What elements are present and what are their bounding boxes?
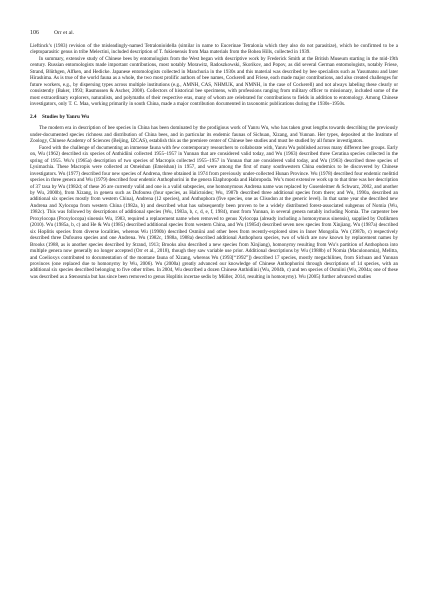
section-number: 2.4 bbox=[30, 113, 37, 120]
page-number: 106 bbox=[30, 30, 39, 36]
section-heading bbox=[30, 114, 398, 120]
section-title: Studies by Yanru Wu bbox=[42, 113, 90, 120]
paragraph: In summary, extensive study of Chinese bees by entomologists from the West began with descriptive work by Frederick Smith at the British Museum starting in the mid-19th century. Russian entomologists made important contributions, most notably Morawitz, Radoszkowski, Skorikov, and Popov, as did several German entomologists, notably Friese, Strand, Blüthgen, Alfken, and Hedicke. Japanese entomologists collected in Manchuria in the 1930s and this material was described by bee specialists such as Yasumatsu and later Hirashima. As is true of the world fauna as a whole, the two most prolific authors of bee names, Cockerell and Friese, each made major contributions, and also created challenges for future workers, e.g., by dispersing types across multiple institutions (e.g., AMNH, CAS, NHMUK, and NMNH, in the case of Cockerell) and not always labeling these clearly or consistently (Baker, 1993; Rasmussen & Ascher, 2008). Collectors of historical bee specimens, with professions ranging from military officer to missionary, included some of the most extraordinary explorers, naturalists, and polymaths of their respective eras, many of whom are celebrated for contributions to fields in addition to entomology. Among Chinese investigators, only T. C. Maa, working primarily in south China, made a major contribution documented in taxonomic publications during the 1930s–1950s. bbox=[30, 55, 398, 108]
running-header bbox=[30, 30, 400, 36]
running-authors: Orr et al. bbox=[54, 30, 75, 36]
paragraph: The modern era in description of bee species in China has been dominated by the prodigious work of Yanru Wu, who has taken great lengths towards describing the previously under-documented species richness and distribution of China bees, and in particular its endemic faunas of Sichuan, Xizang, and Yunnan. Her types, deposited at the Institute of Zoology, Chinese Academy of Sciences (Beijing, IZCAS), establish this as the premiere center of Chinese bee studies and must be studied by all future investigators. bbox=[30, 125, 398, 145]
paragraph: Lieftinck’s (1983) revision of the misleadingly-named Tetralonioidella (similar in name to Eucerinae Tetralonia which they also do not parasitize), which he confirmed to be a cleptoparasitic genus in tribe Melectini, included description of T. fukienensis from Maa materials from the Bohea Hills, collected in 1939. bbox=[30, 43, 398, 56]
paragraph: Faced with the challenge of documenting an immense fauna with few contemporary researchers to collaborate with, Yanru Wu published across many different bee groups. Early on, Wu (1962) described six species of Anthidiini collected 1955–1957 in Yunnan that are considered valid today, and Wu (1963) described three Ceratina species collected in the spring of 1955. Wu’s (1965a) description of two species of Macropis collected 1955–1957 in Yunnan that are considered valid today, and Wu (1963) described three species of Lysimachia. These Macropis were collected at Omeishan (Emeishan) in 1957, and were among the first of many southwestern China endemics to be discovered by Chinese investigators. Wu (1977) described four new species of Andrena, three obtained in 1974 from previously under-collected Hunan Province. Wu (1978) described four endemic melittid species in three genera and Wu (1979) described four endemic Anthophorini in the genera Elaphropoda and Habropoda. Wu’s most extensive work up to that time was her description of 37 taxa by Wu (1982d; of these 26 are currently valid and one is a valid subspecies, one homonymous Andrena name was replaced by Gusenleitner & Schwarz, 2002, and another by Wu, 2000b), from Xizang, in genera such as Dufourea (four species, as Halictoides; Wu, 1987b described three additional species from there; and Wu, 1990a, described an additional six species mostly from western China), Andrena (12 species), and Anthophora (five species, one as Clisodon at the generic level). In that same year she described new Andrena and Xylocopa from western China (1982a, b) and described what has subsequently been proven to be a widely distributed forest-associated subgenus of Nomia (Wu, 1982c). This was followed by descriptions of additional species (Wu, 1983a, b, c, d, e, f, 1984), most from Yunnan, in several genera notably including Nomia. The carpenter bee Proxylocopa (Proxylocopa) sinensis Wu, 1983, required a replacement name when removed to genus Xylocopa (already including a homonymous sinensis), supplied by Ozdikmen (2010). Wu (1985a, b, c) and He & Wu (1985) described additional species from western China, and Wu (1985d) described seven new species from Xinjiang. Wu (1987a) described six Hoplitis species from diverse localities, whereas Wu (1990b) described Osmiini and other bees from recently-explored sites in Inner Mongolia. Wu (1987b, c) respectively described three Dufourea species and one Andrena. Wu (1982c, 1988a, 1988a) described additional Anthophora species, two of which are now known by replacement names by Brooks (1988, as is another species described by Strand, 1913; Brooks also described a new species from Xinjiang), homonymy resulting from Wu’s partition of Anthophora into multiple genera now generally no longer accepted (Orr et al., 2018), though they saw variable use prior. Additional descriptions by Wu (1988b) of Nomia (Maculonomia), Melitta, and Coelioxys contributed to documentation of the montane fauna of Xizang, whereas Wu (1993[“1992”]) described 17 species, mostly megachilines, from Sichuan and Yunnan provinces (one replaced due to homonymy by Wu, 2006). Wu (2000a) greatly advanced our knowledge of Chinese Anthophorini through descriptions of 14 species, with an additional six species described belonging to five other tribes. In 2004, Wu described a dozen Chinese Anthidiini (Wu, 2004b, c) and ten species of Osmiini (Wu, 2004a; one of these was described as a Stenosmia but has since been removed to genus Hoplitis incertae sedis by Müller, 2014, resulting in homonymy). Wu (2005) further advanced studies bbox=[30, 144, 398, 280]
body-text bbox=[30, 43, 398, 280]
